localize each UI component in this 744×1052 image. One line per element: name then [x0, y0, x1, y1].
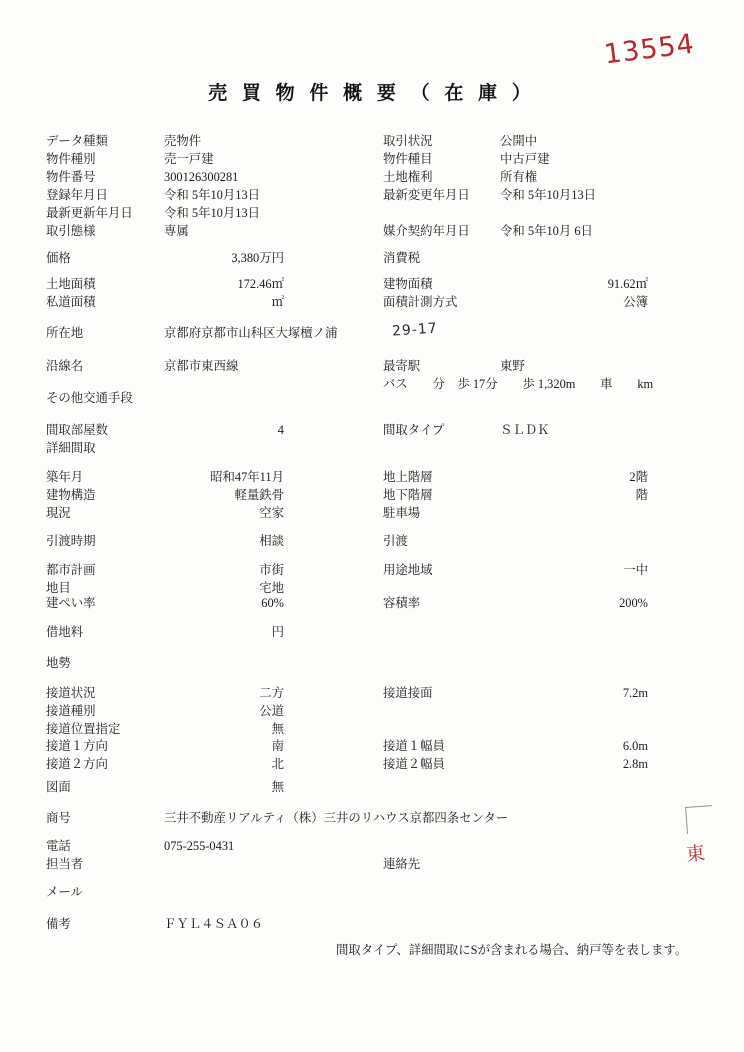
field-label: 建物構造 [46, 488, 96, 502]
field-label: その他交通手段 [46, 391, 133, 405]
field-label: 土地面積 [46, 277, 96, 291]
field-value: ＦＹＬ４ＳＡ０６ [164, 917, 264, 931]
field-value: ㎡ [271, 295, 284, 309]
field-label: 地目 [46, 581, 71, 595]
field-value: 075-255-0431 [164, 839, 235, 853]
field-value: 相談 [259, 534, 284, 548]
transport-detail: バス 分 歩 17分 歩 1,320m 車 km [383, 377, 654, 391]
field-label-secondary: 土地権利 [383, 170, 433, 184]
field-label: 所在地 [46, 326, 84, 340]
field-label-secondary: 引渡 [383, 534, 408, 548]
field-label: メール [46, 885, 83, 899]
field-label: 担当者 [46, 857, 84, 871]
field-label-secondary: 用途地域 [383, 563, 433, 577]
field-value: 無 [271, 722, 284, 736]
field-label: 詳細間取 [46, 441, 96, 455]
field-value: 売一戸建 [164, 152, 214, 166]
field-value: 令和 5年10月13日 [164, 188, 261, 202]
field-value-secondary: 中古戸建 [500, 152, 550, 166]
field-value: 4 [277, 423, 284, 437]
field-value-secondary: 令和 5年10月13日 [500, 188, 597, 202]
field-label: 地勢 [46, 656, 71, 670]
field-value: 市街 [259, 563, 284, 577]
field-label-secondary: 接道２幅員 [383, 757, 445, 771]
field-label: 接道１方向 [46, 739, 108, 753]
field-value-secondary: 公簿 [623, 295, 648, 309]
field-label: 接道種別 [46, 704, 96, 718]
field-value: 円 [271, 625, 284, 639]
field-value: 京都市東西線 [164, 359, 239, 373]
field-label-secondary: 面積計測方式 [383, 295, 458, 309]
handwritten-address-note: 29-17 [391, 320, 439, 340]
field-value-secondary: 91.62㎡ [607, 277, 648, 291]
field-label: 築年月 [46, 470, 84, 484]
field-label: 沿線名 [46, 359, 84, 373]
field-label-secondary: 容積率 [383, 596, 421, 610]
field-value: 売物件 [164, 134, 202, 148]
field-value-secondary: ＳＬＤＫ [500, 423, 550, 437]
field-label: 図面 [46, 780, 71, 794]
field-label-secondary: 接道１幅員 [383, 739, 445, 753]
field-label: 間取部屋数 [46, 423, 108, 437]
field-label-secondary: 最寄駅 [383, 359, 421, 373]
field-value-secondary: 6.0m [622, 739, 648, 753]
field-label: 取引態様 [46, 224, 96, 238]
field-label: 私道面積 [46, 295, 96, 309]
field-label: 電話 [46, 839, 71, 853]
field-value-secondary: 200% [619, 596, 648, 610]
field-label-secondary: 接道接面 [383, 686, 433, 700]
field-value-secondary: 2階 [629, 470, 648, 484]
field-value: 空家 [259, 506, 284, 520]
seal-stamp: 東 [684, 842, 707, 867]
field-label: 接道位置指定 [46, 722, 121, 736]
field-label-secondary: 最新変更年月日 [383, 188, 470, 202]
field-value-secondary: 7.2m [622, 686, 648, 700]
field-value: 300126300281 [164, 170, 239, 184]
field-label: 物件番号 [46, 170, 96, 184]
field-value: 3,380万円 [231, 251, 284, 265]
field-label-secondary: 地上階層 [383, 470, 433, 484]
field-value: 昭和47年11月 [210, 470, 284, 484]
field-value-secondary: 所有権 [500, 170, 538, 184]
field-label: 引渡時期 [46, 534, 96, 548]
field-value-secondary: 2.8m [622, 757, 648, 771]
field-label: 物件種別 [46, 152, 96, 166]
field-value-secondary: 令和 5年10月 6日 [500, 224, 593, 238]
field-value: 京都府京都市山科区大塚檀ノ浦 [164, 326, 338, 340]
pencil-mark [685, 805, 714, 834]
field-value: 南 [271, 739, 284, 753]
field-label: 都市計画 [46, 563, 96, 577]
field-value: 60% [261, 596, 284, 610]
field-value-secondary: 公開中 [500, 134, 538, 148]
field-label-secondary: 駐車場 [383, 506, 421, 520]
field-value: 三井不動産リアルティ（株）三井のリハウス京都四条センター [164, 811, 509, 825]
field-value: 令和 5年10月13日 [164, 206, 261, 220]
field-label-secondary: 取引状況 [383, 134, 433, 148]
field-value: 北 [271, 757, 284, 771]
field-label: 登録年月日 [46, 188, 108, 202]
field-value: 公道 [259, 704, 284, 718]
field-label: 備考 [46, 917, 71, 931]
field-label: 建ぺい率 [46, 596, 96, 610]
field-label-secondary: 間取タイプ [383, 423, 445, 437]
field-value: 172.46㎡ [237, 277, 284, 291]
field-label: 最新更新年月日 [46, 206, 133, 220]
field-label-secondary: 媒介契約年月日 [383, 224, 470, 238]
field-value-secondary: 階 [635, 488, 648, 502]
field-label: 借地料 [46, 625, 84, 639]
field-value-secondary: 一中 [623, 563, 648, 577]
field-value: 無 [271, 780, 284, 794]
field-label-secondary: 連絡先 [383, 857, 421, 871]
field-label: 現況 [46, 506, 71, 520]
handwritten-number: 13554 [602, 28, 697, 71]
field-label: 接道２方向 [46, 757, 108, 771]
field-label: 価格 [46, 251, 71, 265]
field-label-secondary: 建物面積 [383, 277, 433, 291]
field-value-secondary: 東野 [500, 359, 525, 373]
field-label-secondary: 地下階層 [383, 488, 433, 502]
field-value: 専属 [164, 224, 189, 238]
footnote: 間取タイプ、詳細間取にSが含まれる場合、納戸等を表します。 [336, 943, 688, 957]
field-label-secondary: 消費税 [383, 251, 421, 265]
field-value: 二方 [259, 686, 284, 700]
page-title: 売 買 物 件 概 要 （ 在 庫 ） [208, 83, 536, 104]
field-value: 軽量鉄骨 [234, 488, 284, 502]
field-label: データ種類 [46, 134, 108, 148]
field-label: 商号 [46, 811, 71, 825]
field-label-secondary: 物件種目 [383, 152, 433, 166]
field-label: 接道状況 [46, 686, 96, 700]
field-value: 宅地 [259, 581, 284, 595]
